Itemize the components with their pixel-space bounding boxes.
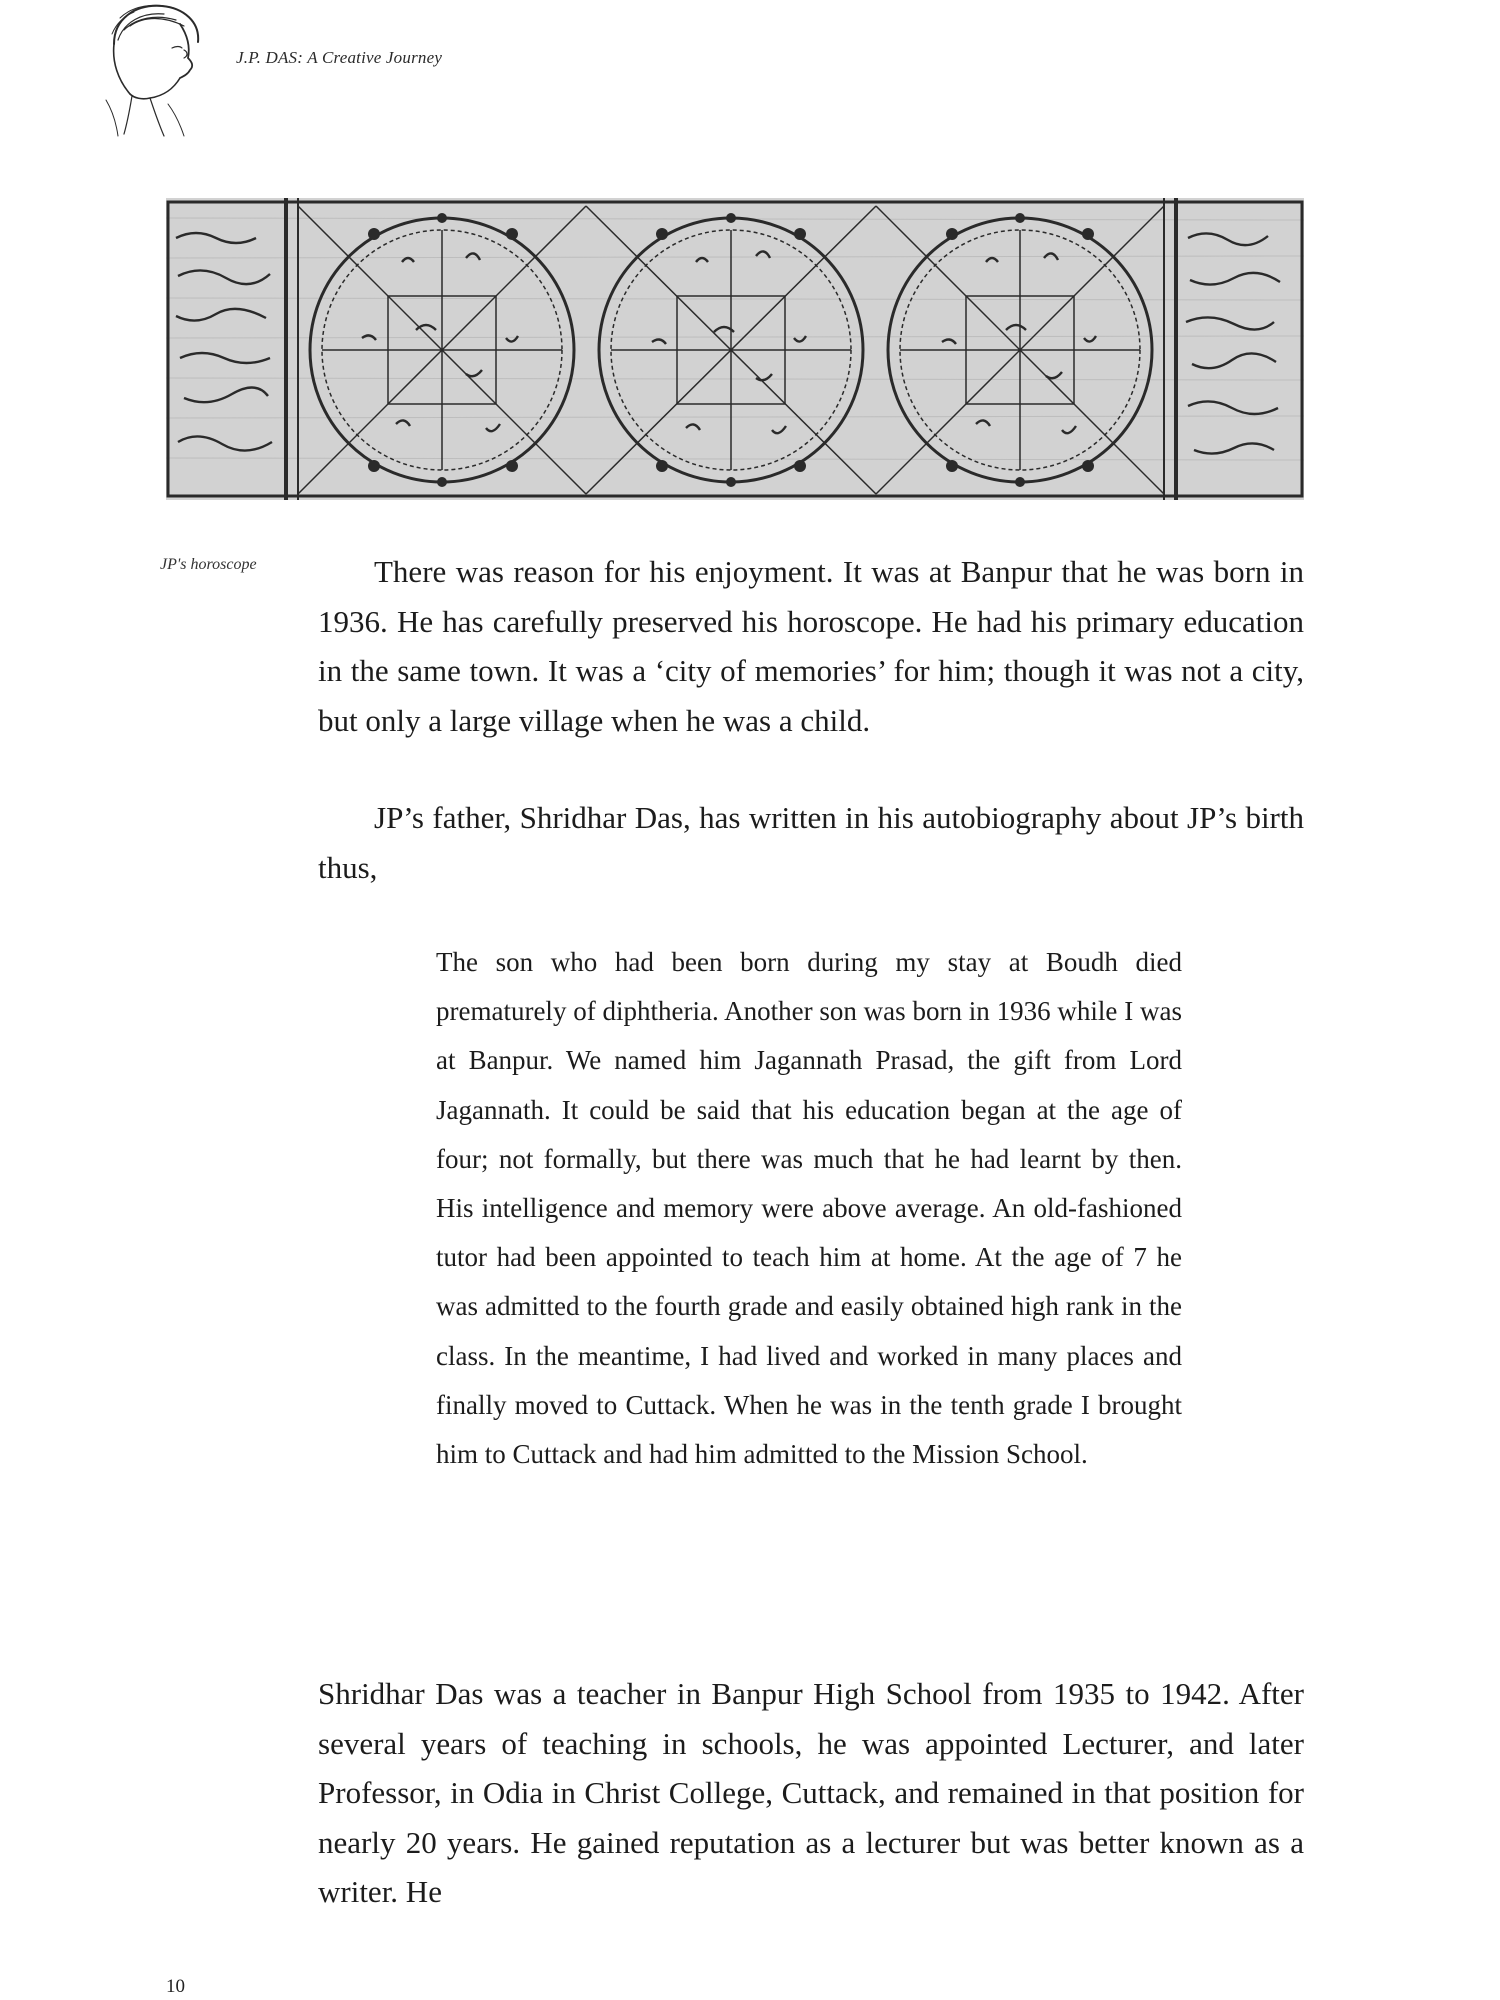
horoscope-manuscript-image <box>166 198 1304 500</box>
body-paragraph <box>318 547 1304 745</box>
block-quote: The son who had been born during my stay at Boudh died prematurely of diphtheria. Another son was born in 1936 while I was at Banpur. We named him Jagannath Prasad, the gift from Lord Jagannath. It could be said that his education began at the age of four; not formally, but there was much that he had learnt by then. His intelligence and memory were above average. An old-fashioned tutor had been appointed to teach him at home. At the age of 7 he was admitted to the fourth grade and easily obtained high rank in the class. In the meantime, I had lived and worked in many places and finally moved to Cuttack. When he was in the tenth grade I brought him to Cuttack and had him admitted to the Mission School. <box>436 947 1182 1470</box>
figure-caption: JP's horoscope <box>160 556 257 573</box>
portrait-sketch-icon <box>84 0 208 138</box>
body-paragraph <box>318 793 1304 892</box>
running-head: J.P. DAS: A Creative Journey <box>236 48 443 67</box>
page-number: 10 <box>166 1976 185 1997</box>
paragraph-text: There was reason for his enjoyment. It was at Banpur that he was born in 1936. He has carefully preserved his horoscope. He had his primary education in the same town. It was a ‘city of memories’ for him; though it was not a city, but only a large village when he was a child. <box>318 554 1304 738</box>
paragraph-text: Shridhar Das was a teacher in Banpur High School from 1935 to 1942. After several years of teaching in schools, he was appointed Lecturer, and later Professor, in Odia in Christ College, Cuttack, and remained in that position for nearly 20 years. He gained reputation as a lecturer but was better known as a writer. He <box>318 1676 1304 1909</box>
paragraph-text: JP’s father, Shridhar Das, has written in his autobiography about JP’s birth thus, <box>318 800 1304 885</box>
body-paragraph <box>318 1669 1304 1917</box>
